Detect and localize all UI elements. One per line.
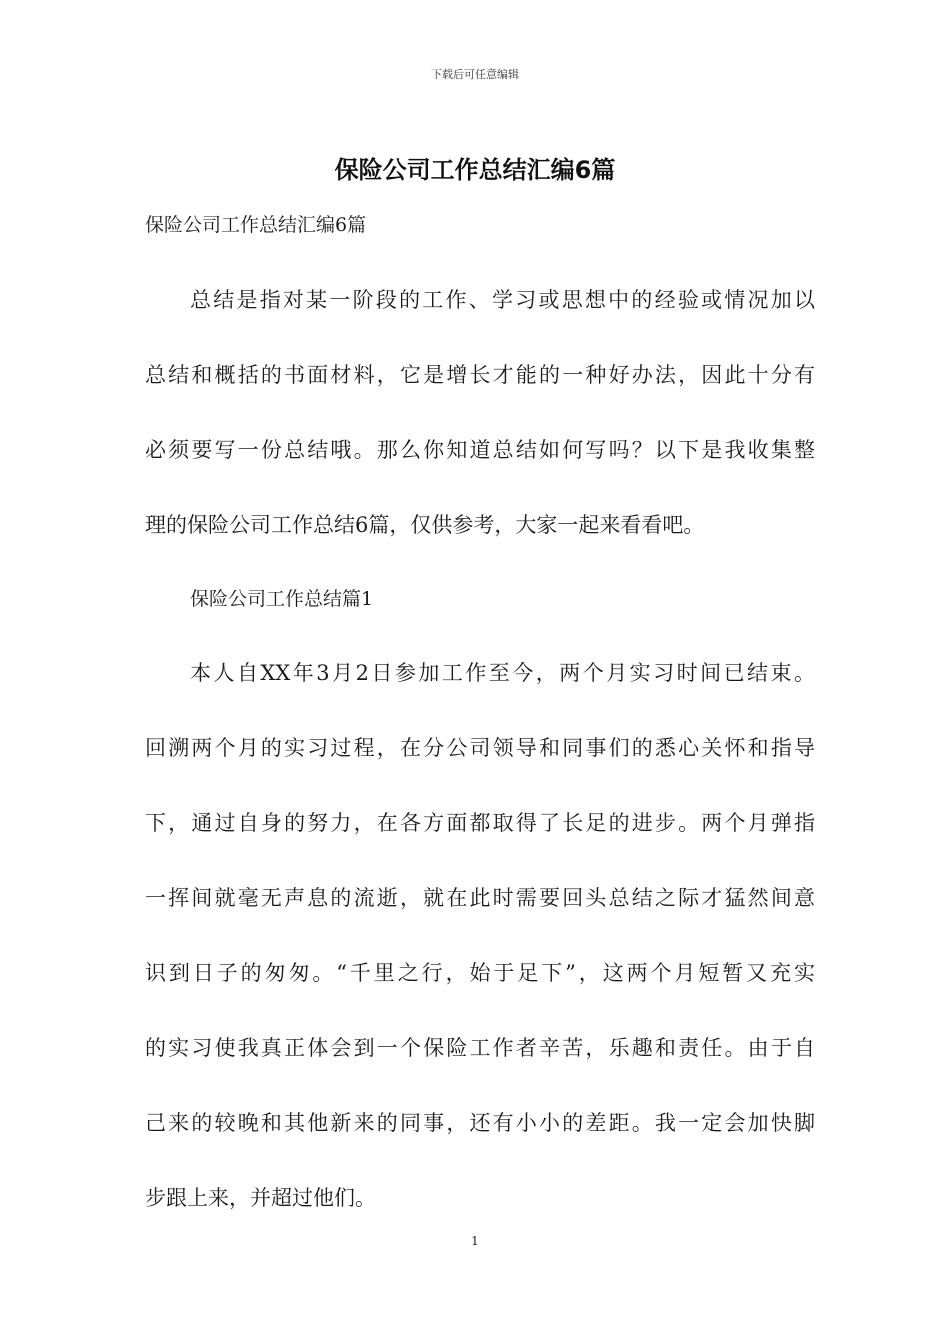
paragraph-line: 识到日子的匆匆。“千里之行，始于足下”，这两个月短暂又充实 [145, 961, 815, 985]
page-number: 1 [471, 1234, 479, 1248]
paragraph-line: 的实习使我真正体会到一个保险工作者辛苦，乐趣和责任。由于自 [145, 1036, 815, 1060]
document-subtitle: 保险公司工作总结汇编6篇 [145, 214, 367, 236]
paragraph-line: 总结是指对某一阶段的工作、学习或思想中的经验或情况加以 [190, 288, 815, 312]
paragraph-line: 本人自XX年3月2日参加工作至今，两个月实习时间已结束。 [190, 661, 815, 685]
paragraph-line: 回溯两个月的实习过程，在分公司领导和同事们的悉心关怀和指导 [145, 736, 815, 760]
paragraph-line: 一挥间就毫无声息的流逝，就在此时需要回头总结之际才猛然间意 [145, 886, 815, 910]
section-heading: 保险公司工作总结篇1 [190, 588, 374, 610]
paragraph-line: 下，通过自身的努力，在各方面都取得了长足的进步。两个月弹指 [145, 811, 815, 835]
document-title: 保险公司工作总结汇编6篇 [334, 156, 616, 184]
paragraph-line: 步跟上来，并超过他们。 [145, 1186, 376, 1210]
paragraph-line: 总结和概括的书面材料，它是增长才能的一种好办法，因此十分有 [145, 363, 815, 387]
paragraph-line: 必须要写一份总结哦。那么你知道总结如何写吗？以下是我收集整 [145, 438, 815, 462]
header-note: 下载后可任意编辑 [431, 68, 519, 81]
paragraph-line: 理的保险公司工作总结6篇，仅供参考，大家一起来看看吧。 [145, 513, 705, 537]
paragraph-line: 己来的较晚和其他新来的同事，还有小小的差距。我一定会加快脚 [145, 1111, 815, 1135]
